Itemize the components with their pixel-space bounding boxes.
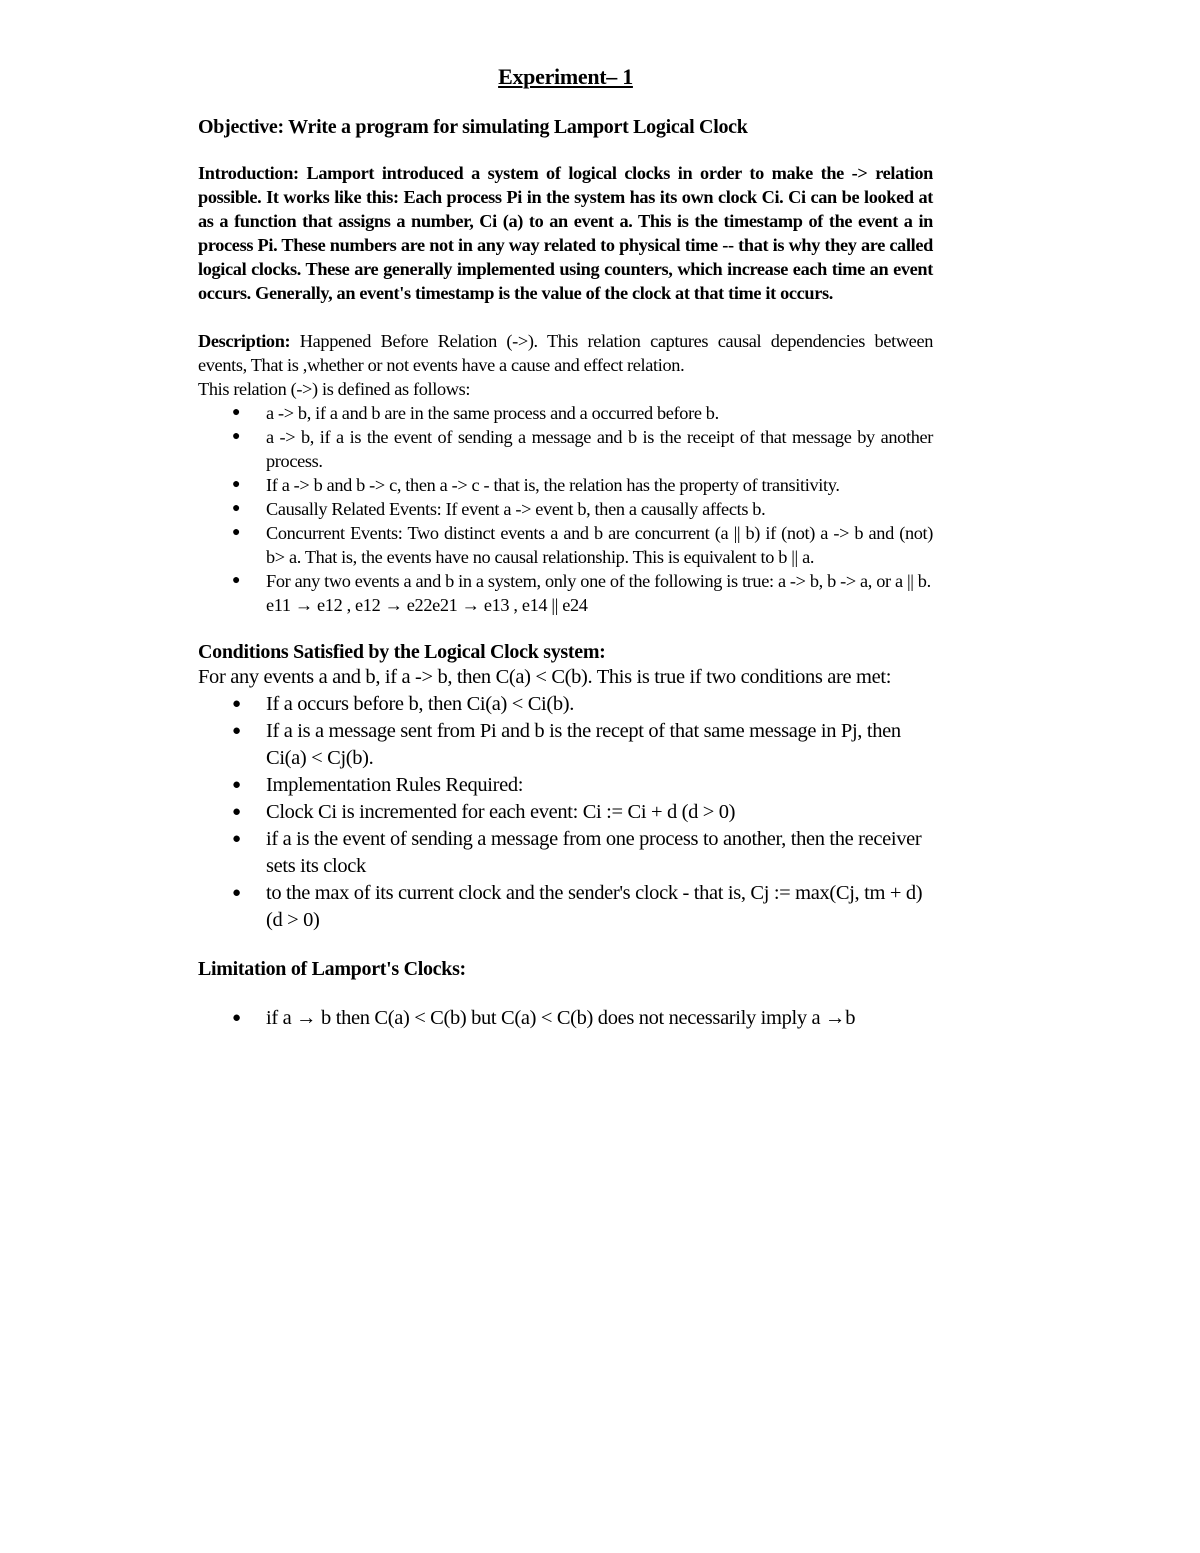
bullet-icon: ● [232, 696, 241, 712]
limitation-bullet-list [198, 1005, 933, 1032]
bullet-icon: ● [232, 501, 241, 516]
bullet-icon: ● [232, 573, 241, 588]
introduction-paragraph [198, 161, 933, 305]
list-item [198, 718, 933, 772]
description-paragraph [198, 329, 933, 377]
bullet-icon: ● [232, 804, 241, 820]
list-item [198, 772, 933, 799]
relation-bullet-list [198, 401, 933, 593]
list-item-text: Implementation Rules Required: [266, 774, 524, 796]
bullet-icon: ● [232, 885, 241, 901]
relation-definition: This relation (->) is defined as follows: [198, 379, 471, 399]
list-item [198, 880, 933, 934]
bullet-icon: ● [232, 477, 241, 492]
objective-heading: Objective: Write a program for simulating Lamport Logical Clock [198, 116, 748, 138]
conditions-bullet-list [198, 691, 933, 934]
bullet-icon: ● [232, 723, 241, 739]
bullet-icon: ● [232, 831, 241, 847]
list-item-text: If a -> b and b -> c, then a -> c - that is, the relation has the property of transitivity. [266, 475, 840, 495]
list-item-text: a -> b, if a is the event of sending a message and b is the receipt of that message by another process. [266, 427, 933, 471]
list-item [198, 826, 933, 880]
list-item [198, 1005, 933, 1032]
introduction-label: Introduction: [198, 163, 299, 183]
list-item [198, 569, 933, 593]
list-item-text: If a occurs before b, then Ci(a) < Ci(b). [266, 693, 575, 715]
conditions-heading: Conditions Satisfied by the Logical Clock system: [198, 641, 606, 663]
conditions-intro: For any events a and b, if a -> b, then C(a) < C(b). This is true if two conditions are met: [198, 666, 892, 688]
list-item-text: Clock Ci is incremented for each event: Ci := Ci + d (d > 0) [266, 801, 736, 823]
introduction-text: Lamport introduced a system of logical clocks in order to make the -> relation possible. It works like this: Each process Pi in the system has its own clock Ci. Ci can be looked at as a function that assigns a number, Ci (a) to an event a. This is the timestamp of the event a in process Pi. These numbers are not in any way related to physical time -- that is why they are called logical clocks. These are generally implemented using counters, which increase each time an event occurs. Generally, an event's timestamp is the value of the clock at that time it occurs. [198, 163, 933, 303]
list-item [198, 521, 933, 569]
list-item-text: If a is a message sent from Pi and b is the recept of that same message in Pj, then Ci(a) < Cj(b). [266, 720, 901, 769]
list-item [198, 497, 933, 521]
list-item-text: if a is the event of sending a message from one process to another, then the receiver sets its clock [266, 828, 922, 877]
bullet-icon: ● [232, 1010, 241, 1026]
page-title: Experiment– 1 [498, 64, 633, 89]
list-item [198, 401, 933, 425]
spacer [198, 617, 933, 641]
spacer [198, 305, 933, 329]
list-item-text: a -> b, if a and b are in the same process and a occurred before b. [266, 403, 719, 423]
list-item [198, 691, 933, 718]
list-item-text: to the max of its current clock and the sender's clock - that is, Cj := max(Cj, tm + d) (d > 0) [266, 882, 923, 931]
bullet-icon: ● [232, 777, 241, 793]
list-item [198, 425, 933, 473]
list-item-text: Causally Related Events: If event a -> event b, then a causally affects b. [266, 499, 766, 519]
list-item [198, 799, 933, 826]
list-item-text: For any two events a and b in a system, only one of the following is true: a -> b, b -> a, or a || b. [266, 571, 931, 591]
spacer [198, 981, 933, 1005]
event-example: e11 → e12 , e12 → e22e21 → e13 , e14 || e24 [266, 595, 588, 615]
list-item-text: if a → b then C(a) < C(b) but C(a) < C(b) does not necessarily imply a →b [266, 1007, 856, 1029]
list-item-text: Concurrent Events: Two distinct events a and b are concurrent (a || b) if (not) a -> b and (not) b> a. That is, the events have no causal relationship. This is equivalent to b || a. [266, 523, 933, 567]
bullet-icon: ● [232, 525, 241, 540]
document-page [198, 64, 933, 1032]
spacer [198, 934, 933, 958]
bullet-icon: ● [232, 429, 241, 444]
list-item [198, 473, 933, 497]
bullet-icon: ● [232, 405, 241, 420]
description-label: Description: [198, 331, 291, 351]
limitation-heading: Limitation of Lamport's Clocks: [198, 958, 466, 980]
description-text: Happened Before Relation (->). This relation captures causal dependencies between events, That is ,whether or not events have a cause and effect relation. [198, 331, 933, 375]
